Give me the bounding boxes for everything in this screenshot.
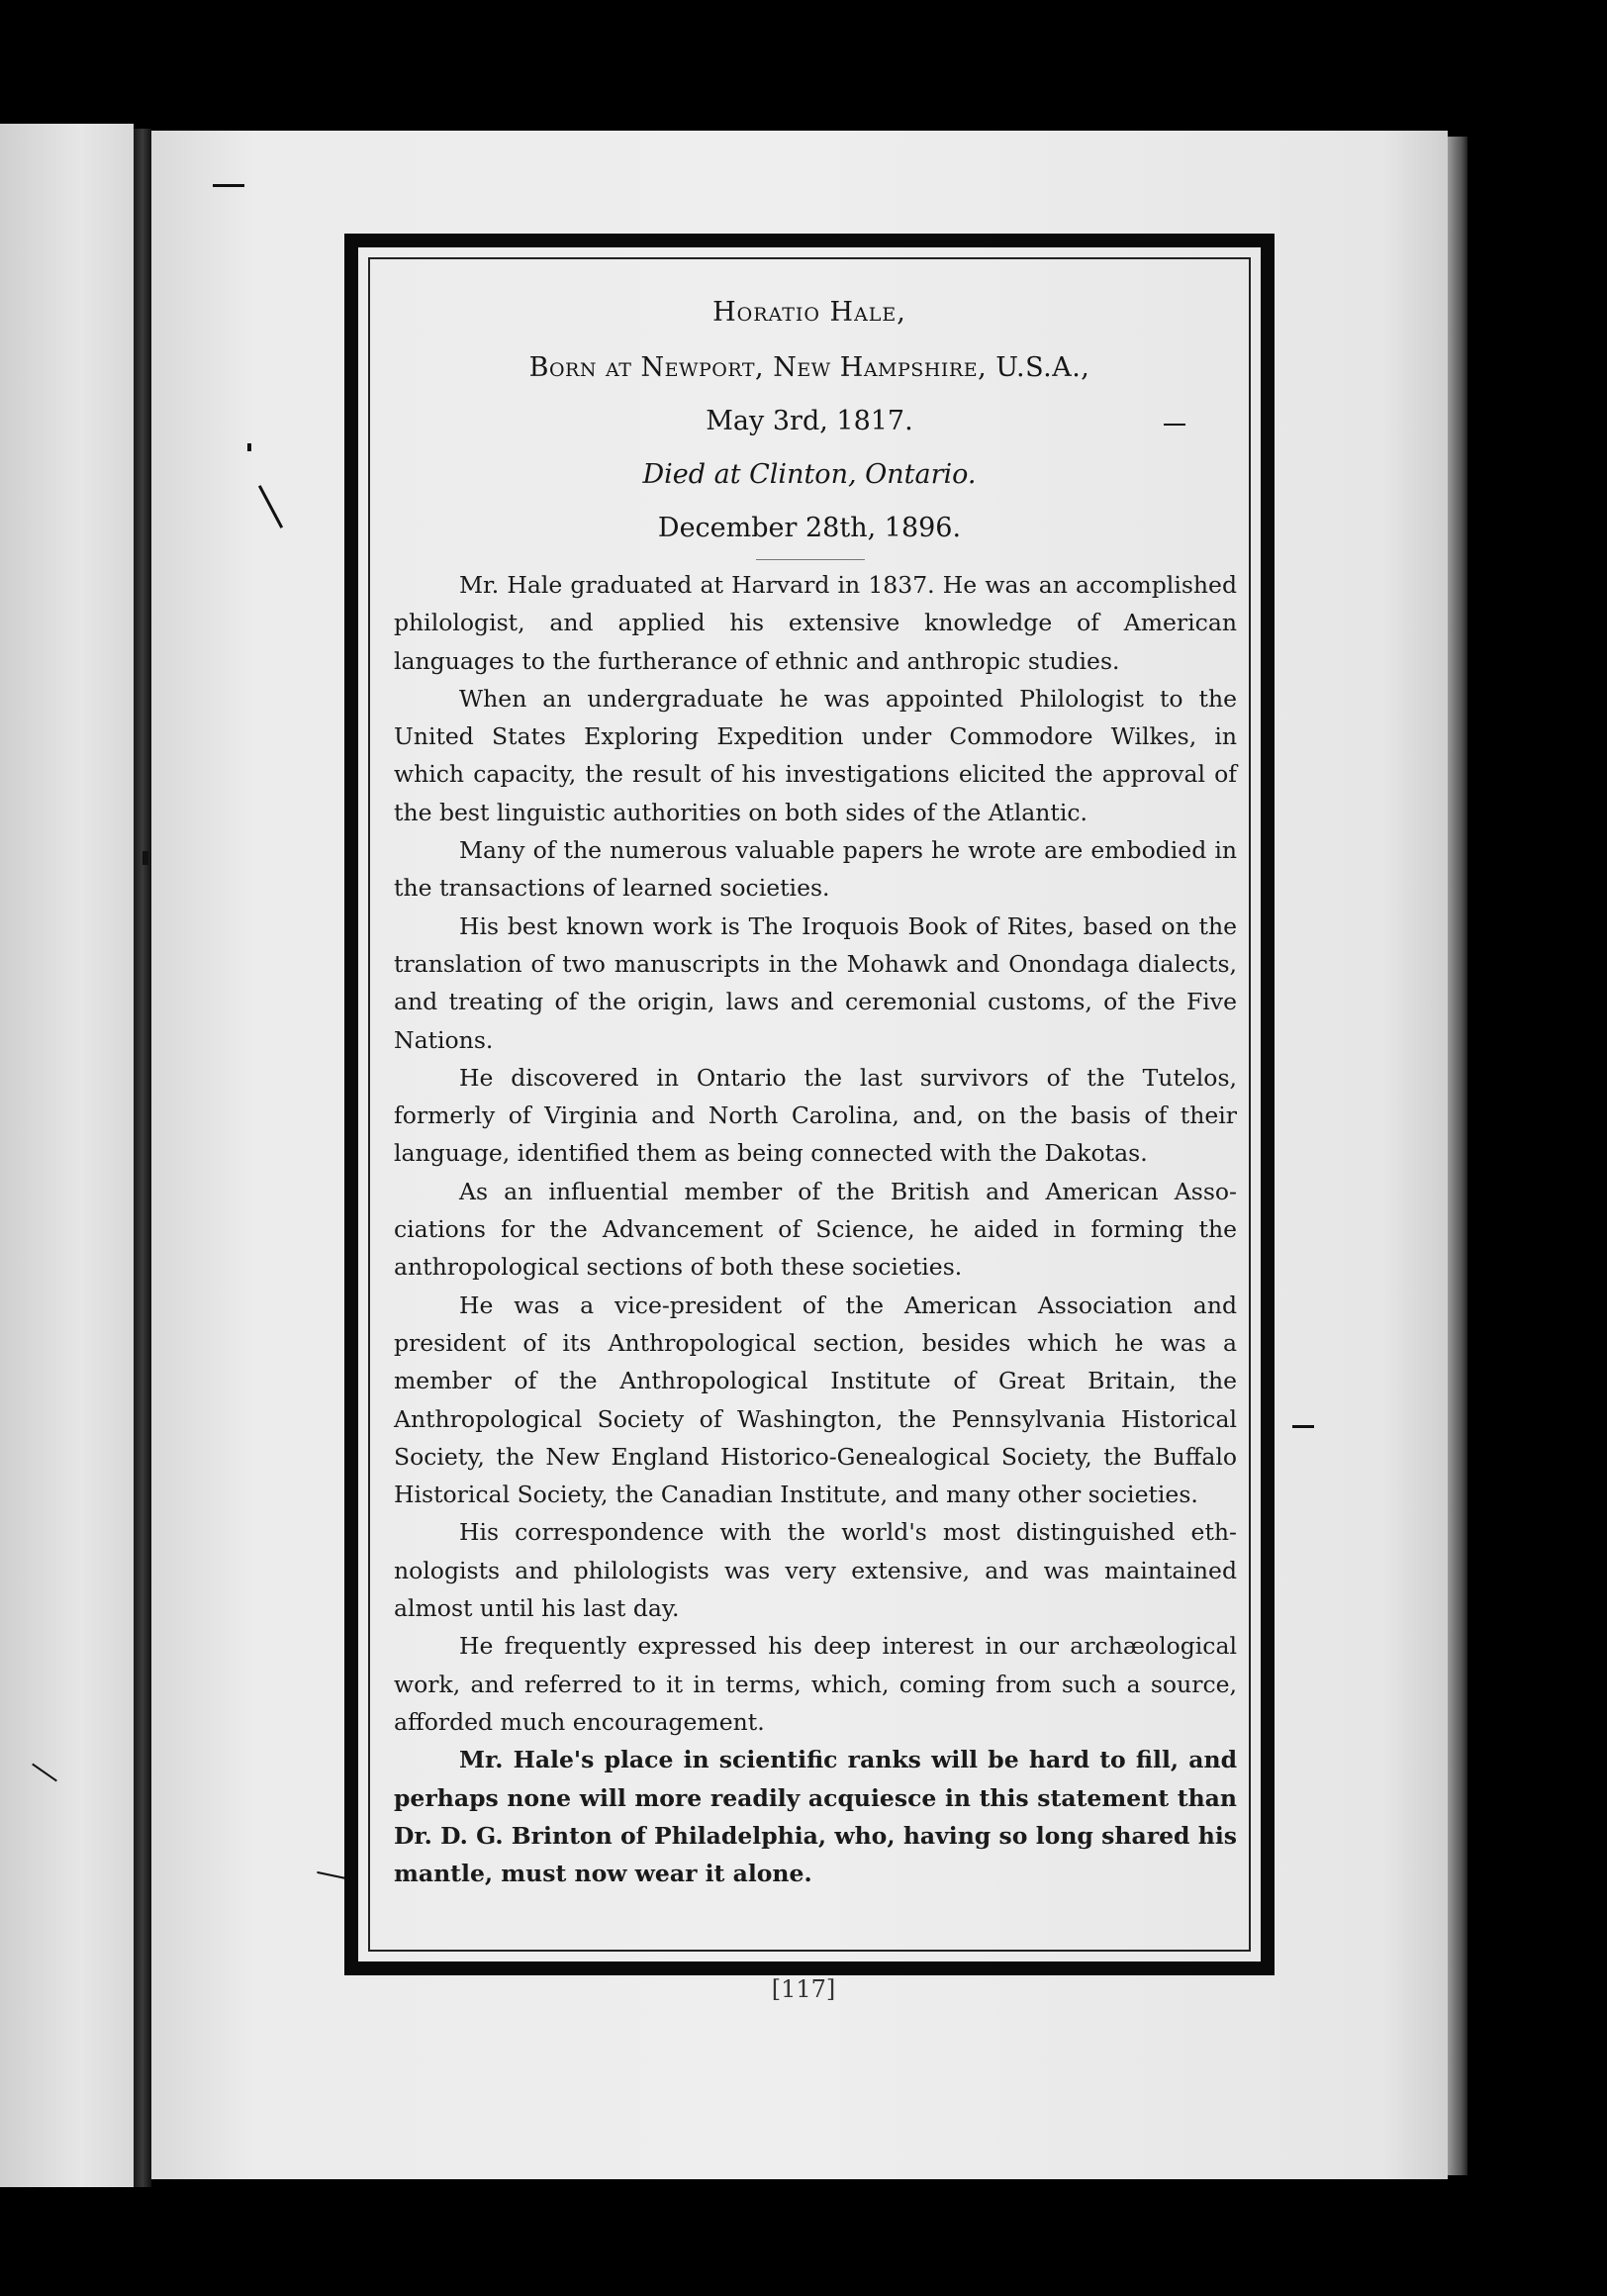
scan-mark — [1292, 1425, 1314, 1428]
page-number: [117] — [771, 1975, 836, 2003]
paragraph: As an influential member of the British and American Associations for the Advancement of Science, he aided in forming the anthropological sections of both these societies. — [394, 1177, 1237, 1282]
death-place-line: Died at Clinton, Ontario. — [642, 459, 977, 490]
paragraph: He discovered in Ontario the last survivors of the Tutelos, formerly of Virginia and North Carolina, and, on the basis of their language, identified them as being connected with the Dakotas. — [394, 1063, 1237, 1168]
paragraph: Mr. Hale graduated at Harvard in 1837. He was an accomplished philologist, and applied his extensive knowledge of American languages to the furtherance of ethnic and anthropic studies. — [394, 571, 1237, 675]
mourning-border — [344, 234, 1275, 1975]
book-gutter — [134, 129, 151, 2187]
heading-rule — [756, 559, 865, 560]
paragraph: His best known work is The Iroquois Book of Rites, based on the translation of two manuscripts in the Mohawk and Onondaga dialects, and treating of the origin, laws and ceremonial customs, of the Five Nations. — [394, 911, 1237, 1054]
paragraph: His correspondence with the world's most distinguished ethnologists and philologists was very extensive, and was maintained almost until his last day. — [394, 1518, 1237, 1623]
scan-mark — [247, 443, 251, 451]
right-page-edge — [1448, 137, 1467, 2175]
memorial-text — [394, 566, 1237, 1892]
left-page-edge — [0, 124, 134, 2187]
birth-date: May 3rd, 1817. — [706, 406, 913, 436]
inner-border — [368, 257, 1251, 1952]
paragraph: Mr. Hale's place in scientific ranks will be hard to fill, and perhaps none will more readily acquiesce in this statement than Dr. D. G. Brinton of Philadelphia, who, having so long shared his mantle, must now wear it alone. — [394, 1746, 1237, 1888]
paragraph: When an undergraduate he was appointed Philologist to the United States Exploring Expedition under Commodore Wilkes, in which capacity, the result of his investigations elicited the approval of the best linguistic authorities on both sides of the Atlantic. — [394, 684, 1237, 826]
paragraph: Many of the numerous valuable papers he wrote are embodied in the transactions of learned societies. — [394, 836, 1237, 903]
memorial-name: Horatio Hale, — [712, 297, 906, 328]
birthplace-line: Born at Newport, New Hampshire, U.S.A., — [528, 352, 1090, 383]
paragraph: He was a vice-president of the American Association and president of its Anthropological section, besides which he was a member of the Anthropological Institute of Great Britain, the Anthropological Society of Washington, the Pennsylvania Historical Society, the New England Historico-Genealogical Society, the Buffalo Historical Society, the Canadian Institute, and many other societies. — [394, 1291, 1237, 1509]
paragraph: He frequently expressed his deep interest in our archæological work, and referred to it in terms, which, coming from such a source, afforded much encouragement. — [394, 1632, 1237, 1736]
death-date: December 28th, 1896. — [657, 513, 962, 543]
scan-mark — [213, 184, 244, 187]
scan-mark — [142, 851, 148, 865]
